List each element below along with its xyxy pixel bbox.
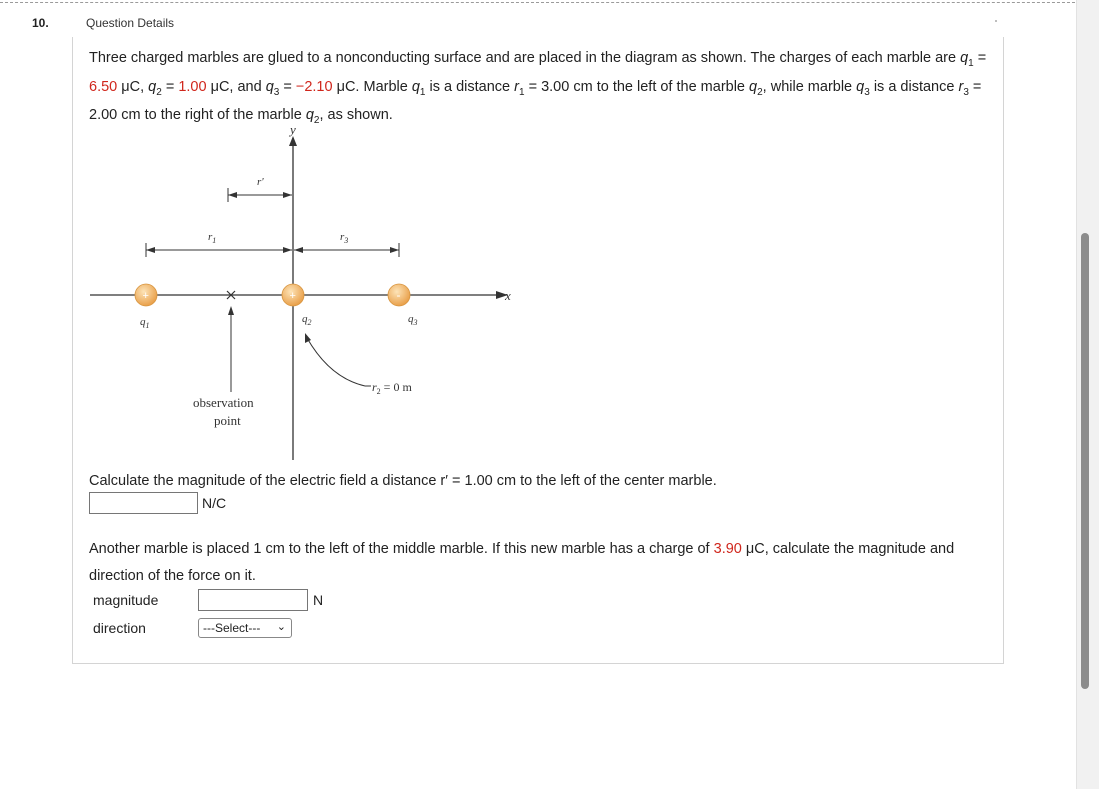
problem-statement: Three charged marbles are glued to a nonconducting surface and are placed in the diagram as shown. The charges of each marble are $q_1 = 6.50$ μC, $q_2 = 1.00$ μC, and $q_3 = -2.10$ μC. Marble $q_1$ is a distance $r_1 = 3.00$ cm to the left of the marble $q_2$, while marble $q_3$ is a distance $r_3 = 2.00$ cm to the right of the marble $q_2$, as shown. [89, 50, 987, 126]
q1-value: 6.50 [89, 78, 118, 95]
top-divider [0, 2, 1075, 3]
r3-label: $r_3$ [340, 231, 349, 245]
chevron-down-icon: ⌄ [276, 621, 286, 633]
charge-diagram [80, 120, 540, 470]
minus-sign: - [396, 288, 401, 302]
scrollbar-thumb[interactable] [1081, 233, 1089, 689]
direction-select[interactable]: ---Select--- ⌄ [198, 618, 292, 638]
y-axis-label: y [290, 122, 296, 137]
y-axis-arrowhead [289, 136, 297, 146]
q2-value: 1.00 [178, 78, 207, 95]
x-axis-label: x [505, 288, 511, 303]
observation-label-line2: point [214, 413, 241, 428]
r1-label: $r_1$ [208, 231, 217, 245]
question-details-label: Question Details [86, 16, 175, 30]
observation-label-line1: observation [193, 395, 254, 410]
plus-sign: + [289, 290, 296, 302]
new-charge-value: 3.90 [713, 541, 742, 557]
marble-q1 [135, 284, 157, 306]
magnitude-label: magnitude [93, 592, 159, 608]
q2-label: $q_2$ [302, 313, 312, 327]
plus-sign: + [142, 290, 149, 302]
r2-callout-line [307, 338, 365, 386]
bookmark-dot [995, 20, 997, 22]
q3-label: $q_3$ [408, 313, 418, 327]
field-unit: N/C [202, 495, 227, 511]
r-prime-label: r' [257, 176, 264, 188]
r2-label: $r_2 = 0$ m [372, 380, 412, 396]
question-number: 10. [32, 16, 49, 30]
q1-label: $q_1$ [140, 316, 150, 330]
marble-q2 [282, 284, 304, 306]
field-answer-input[interactable] [89, 492, 198, 514]
direction-label: direction [93, 620, 146, 636]
field-question: Calculate the magnitude of the electric field a distance r′ = 1.00 cm to the left of the center marble. [89, 473, 717, 489]
q3-value: −2.10 [295, 78, 333, 95]
force-question: Another marble is placed 1 cm to the left of the middle marble. If this new marble has a charge of 3.90 μC, calculate the magnitude and direction of the force on it. [89, 541, 955, 584]
magnitude-unit: N [313, 592, 324, 608]
magnitude-input[interactable] [198, 589, 308, 611]
marble-q3 [388, 284, 410, 306]
